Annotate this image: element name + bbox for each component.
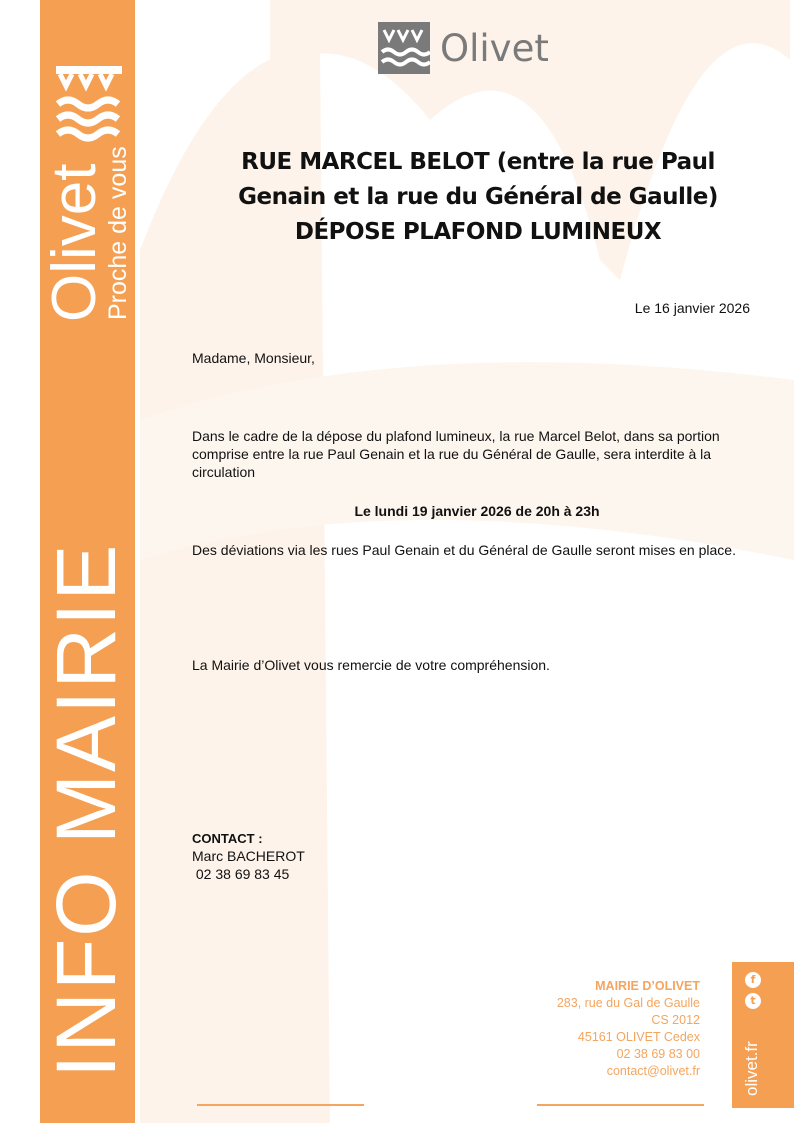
footer-phone: 02 38 69 83 00 xyxy=(616,1047,700,1061)
footer-email[interactable]: contact@olivet.fr xyxy=(606,1064,700,1078)
website-link[interactable]: olivet.fr xyxy=(742,1041,761,1096)
footer-address xyxy=(520,978,700,1080)
logo-text: Olivet xyxy=(440,26,549,70)
footer-city: 45161 OLIVET Cedex xyxy=(577,1030,700,1044)
title-line: DÉPOSE PLAFOND LUMINEUX xyxy=(294,219,662,245)
footer-street: 283, rue du Gal de Gaulle xyxy=(556,996,700,1010)
paragraph-closure: Dans le cadre de la dépose du plafond lumineux, la rue Marcel Belot, dans sa portion comprise entre la rue Paul Genain et la rue du Général de Gaulle, sera interdite à la circulation xyxy=(192,428,720,480)
footer-org: MAIRIE D’OLIVET xyxy=(595,979,700,993)
schedule: Le lundi 19 janvier 2026 de 20h à 23h xyxy=(354,503,600,519)
olivet-emblem-icon xyxy=(52,64,127,144)
title-line: RUE MARCEL BELOT (entre la rue Paul xyxy=(241,149,715,175)
letter-date: Le 16 janvier 2026 xyxy=(634,300,750,316)
twitter-icon[interactable]: t xyxy=(745,993,761,1009)
sidebar-brand: Olivet xyxy=(40,163,109,322)
greeting: Madame, Monsieur, xyxy=(192,350,315,366)
paragraph-detours: Des déviations via les rues Paul Genain et du Général de Gaulle seront mises en place. xyxy=(192,542,736,558)
footer-cs: CS 2012 xyxy=(651,1013,700,1027)
olivet-logo xyxy=(378,22,549,74)
sidebar-tagline: Proche de vous xyxy=(104,146,132,320)
olivet-emblem-icon xyxy=(378,22,430,74)
closing: La Mairie d’Olivet vous remercie de votre compréhension. xyxy=(192,657,550,673)
facebook-icon[interactable]: f xyxy=(745,972,761,988)
divider xyxy=(197,1104,364,1106)
contact-name: Marc BACHEROT xyxy=(192,848,305,864)
title-line: Genain et la rue du Général de Gaulle) xyxy=(238,184,718,210)
contact-label: CONTACT : xyxy=(192,831,263,846)
divider xyxy=(537,1104,704,1106)
page-title xyxy=(185,145,771,250)
sidebar-vertical-title: INFO MAIRIE xyxy=(39,542,133,1078)
contact-phone: 02 38 69 83 45 xyxy=(192,866,290,882)
